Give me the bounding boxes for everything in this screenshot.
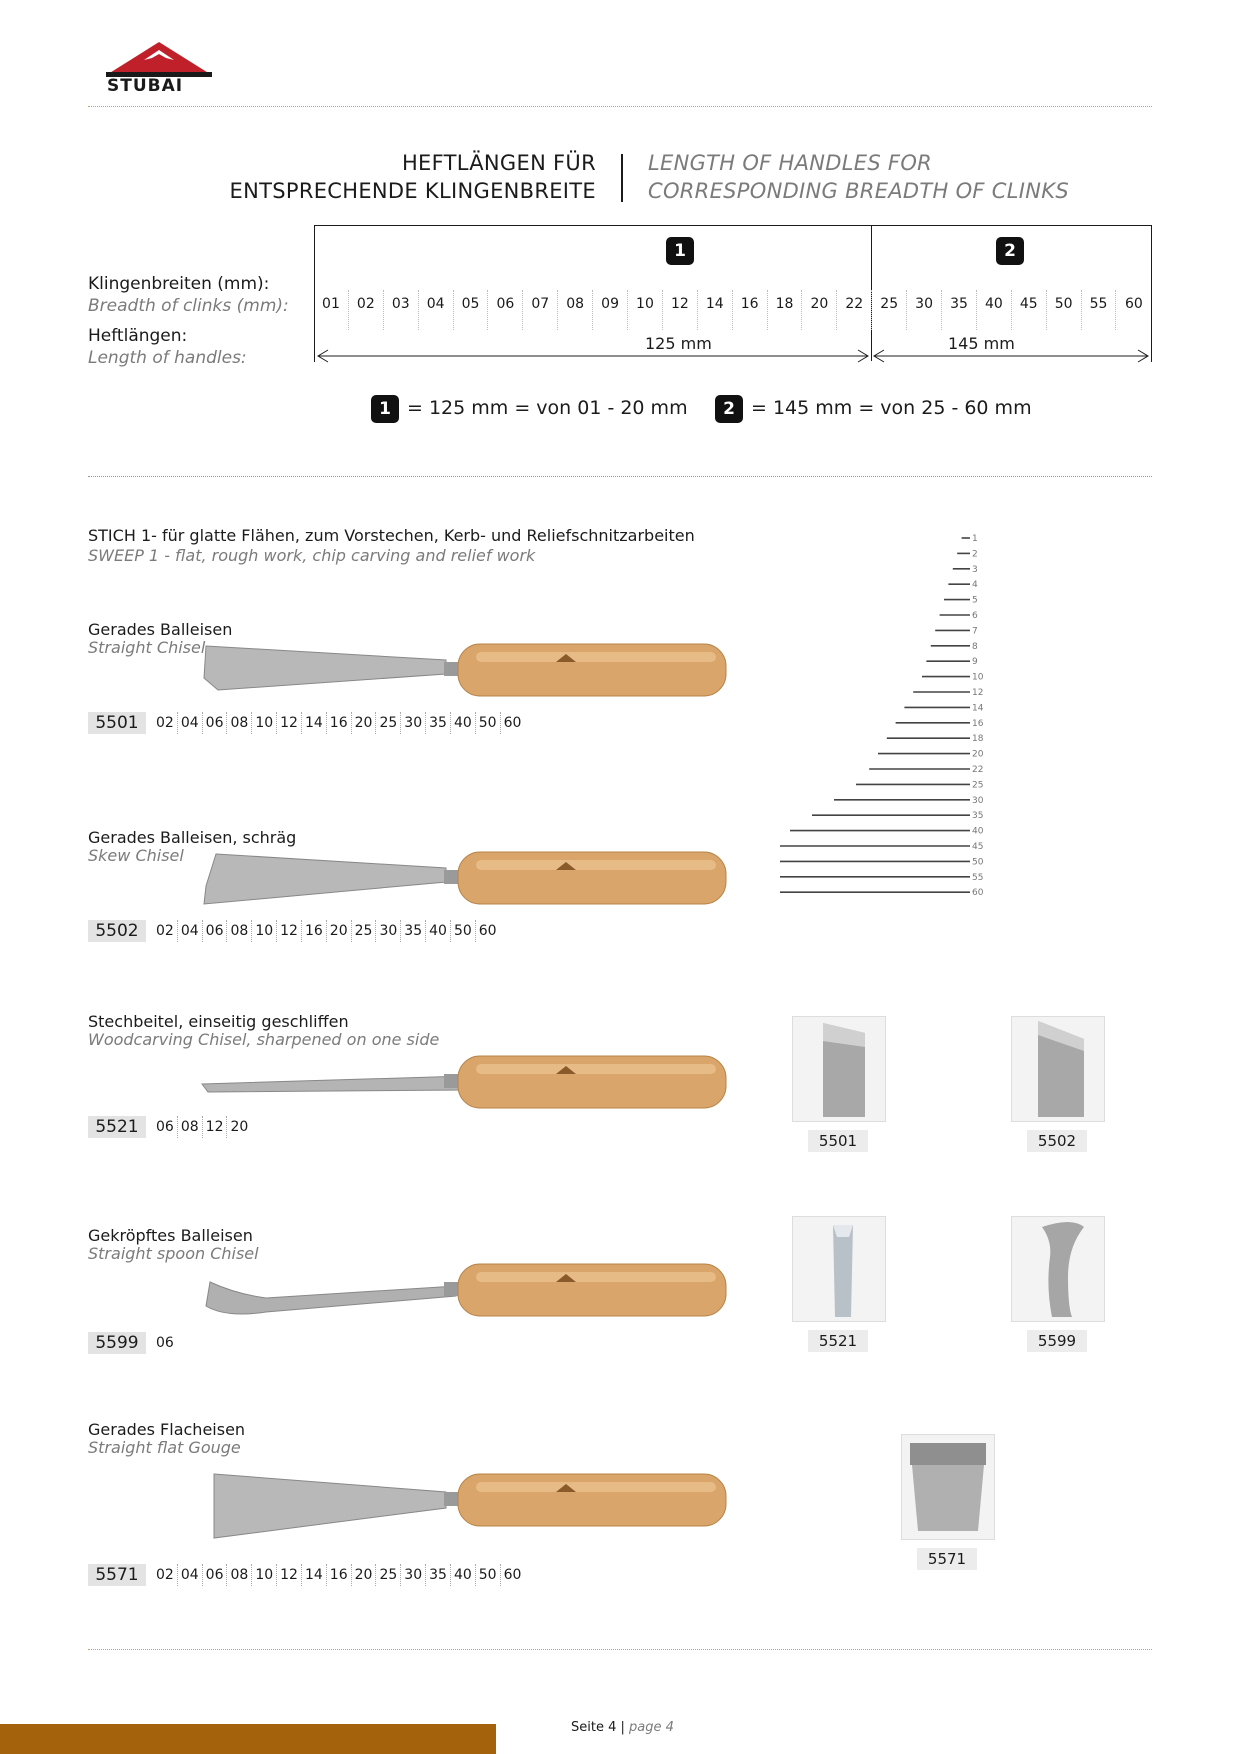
size-option: 06 — [156, 1335, 174, 1351]
page-number-de: Seite 4 — [571, 1720, 617, 1735]
size-option: 50 — [476, 1564, 501, 1586]
blade-width-label: 60 — [972, 888, 984, 899]
blade-size-10: 10 — [628, 290, 663, 330]
group2-badge: 2 — [996, 237, 1024, 265]
size-option: 12 — [277, 920, 302, 942]
blade-size-04: 04 — [419, 290, 454, 330]
blade-size-03: 03 — [384, 290, 419, 330]
size-option: 10 — [252, 1564, 277, 1586]
page-number-separator: | — [616, 1720, 630, 1735]
blade-width-label: 25 — [972, 780, 984, 791]
product-code: 5571 — [88, 1564, 146, 1586]
blade-width-label-en: Breadth of clinks (mm): — [88, 296, 289, 316]
blade-closeup-image — [1011, 1216, 1105, 1322]
header-de-line2: ENTSPRECHENDE KLINGENBREITE — [229, 179, 596, 203]
blade-width-label: 10 — [972, 672, 984, 683]
blade-width-label: 1 — [972, 534, 978, 544]
legend1-text: = 125 mm = von 01 - 20 mm — [407, 397, 688, 419]
product-name-en: Straight spoon Chisel — [88, 1244, 259, 1263]
length-arrows — [314, 346, 1154, 366]
blade-size-12: 12 — [663, 290, 698, 330]
legend2-badge: 2 — [715, 395, 743, 423]
product-name-en: Woodcarving Chisel, sharpened on one side — [88, 1030, 440, 1049]
blade-size-09: 09 — [593, 290, 628, 330]
size-option: 12 — [203, 1116, 228, 1138]
page-number-en: page 4 — [629, 1720, 674, 1735]
blade-size-06: 06 — [488, 290, 523, 330]
header-title-de — [200, 149, 596, 205]
header-divider — [88, 106, 1152, 107]
product-name-en: Skew Chisel — [88, 846, 184, 865]
blade-size-07: 07 — [523, 290, 558, 330]
thumbnail-code: 5571 — [917, 1548, 977, 1570]
blade-size-45: 45 — [1012, 290, 1047, 330]
blade-closeup-drawing — [793, 1017, 885, 1121]
size-option: 14 — [302, 1564, 327, 1586]
size-option: 30 — [376, 920, 401, 942]
size-option: 35 — [401, 920, 426, 942]
size-option: 16 — [302, 920, 327, 942]
blade-width-label: 30 — [972, 795, 984, 806]
blade-width-label: 3 — [972, 564, 978, 575]
footer-accent-bar — [0, 1724, 496, 1754]
size-option: 35 — [426, 1564, 451, 1586]
legend2-text: = 145 mm = von 25 - 60 mm — [751, 397, 1032, 419]
size-option: 40 — [451, 1564, 476, 1586]
section-subtitle: SWEEP 1 - flat, rough work, chip carving and relief work — [88, 546, 536, 565]
product-code: 5501 — [88, 712, 146, 734]
blade-size-14: 14 — [698, 290, 733, 330]
blade-size-50: 50 — [1047, 290, 1082, 330]
group1-badge: 1 — [666, 237, 694, 265]
blade-size-55: 55 — [1082, 290, 1117, 330]
blade-size-30: 30 — [907, 290, 942, 330]
size-option: 04 — [178, 1564, 203, 1586]
thumbnail-code: 5501 — [808, 1130, 868, 1152]
product-code: 5521 — [88, 1116, 146, 1138]
blade-width-label: Klingenbreiten (mm): — [88, 274, 270, 294]
product-code: 5502 — [88, 920, 146, 942]
blade-size-35: 35 — [942, 290, 977, 330]
size-option: 08 — [227, 712, 252, 734]
section-title: STICH 1- für glatte Flähen, zum Vorstechen, Kerb- und Reliefschnitzarbeiten — [88, 526, 695, 545]
size-option: 35 — [426, 712, 451, 734]
blade-width-label: 50 — [972, 857, 984, 868]
size-option: 40 — [451, 712, 476, 734]
blade-closeup-drawing — [1012, 1217, 1104, 1321]
brand-name: STUBAI — [107, 76, 184, 96]
size-option: 50 — [451, 920, 476, 942]
size-option: 08 — [178, 1116, 203, 1138]
blade-width-label: 22 — [972, 765, 984, 775]
handle-length-label-en: Length of handles: — [88, 348, 247, 368]
size-option: 20 — [230, 1119, 249, 1135]
size-option: 06 — [203, 920, 228, 942]
blade-closeup-image — [1011, 1016, 1105, 1122]
size-option: 14 — [302, 712, 327, 734]
blade-width-label: 40 — [972, 826, 984, 837]
blade-width-label: 5 — [972, 595, 978, 606]
thumbnail-code: 5521 — [808, 1330, 868, 1352]
size-option: 50 — [476, 712, 501, 734]
blade-width-label: 7 — [972, 626, 978, 637]
blade-width-label: 4 — [972, 580, 978, 591]
group1-length: 125 mm — [645, 334, 712, 353]
chisel-illustration — [196, 1468, 736, 1544]
size-option: 04 — [178, 712, 203, 734]
thumbnail-code: 5502 — [1027, 1130, 1087, 1152]
chisel-illustration — [196, 1050, 736, 1126]
size-option: 16 — [327, 1564, 352, 1586]
header-de-line1: HEFTLÄNGEN FÜR — [401, 151, 596, 175]
blade-closeup-image — [901, 1434, 995, 1540]
size-option: 02 — [156, 920, 178, 942]
blade-size-16: 16 — [733, 290, 768, 330]
blade-width-label: 2 — [972, 549, 978, 560]
stubai-logo — [104, 38, 214, 98]
handle-length-label: Heftlängen: — [88, 326, 188, 346]
size-option: 08 — [227, 920, 252, 942]
size-option: 20 — [327, 920, 352, 942]
header-separator — [621, 154, 623, 202]
blade-width-label: 6 — [972, 611, 978, 621]
header-title-en — [648, 149, 1128, 205]
size-option: 25 — [376, 712, 401, 734]
chisel-illustration — [196, 1258, 736, 1334]
page-number — [571, 1720, 674, 1735]
size-option: 06 — [203, 712, 228, 734]
legend1-badge: 1 — [371, 395, 399, 423]
blade-width-label: 35 — [972, 811, 984, 822]
blade-width-label: 55 — [972, 872, 984, 883]
blade-size-25: 25 — [872, 290, 907, 330]
blade-size-22: 22 — [837, 290, 872, 330]
size-option: 12 — [277, 712, 302, 734]
size-option: 60 — [478, 923, 497, 939]
blade-width-chart — [780, 530, 1140, 910]
product-name: Gerades Flacheisen — [88, 1420, 246, 1439]
available-sizes — [156, 1332, 177, 1354]
blade-width-label: 14 — [972, 703, 984, 714]
blade-width-label: 20 — [972, 749, 984, 760]
size-option: 30 — [401, 1564, 426, 1586]
blade-size-08: 08 — [558, 290, 593, 330]
available-sizes — [156, 1116, 251, 1138]
size-option: 12 — [277, 1564, 302, 1586]
size-option: 20 — [352, 1564, 377, 1586]
size-option: 25 — [352, 920, 377, 942]
size-option: 20 — [352, 712, 377, 734]
size-option: 04 — [178, 920, 203, 942]
product-name-en: Straight Chisel — [88, 638, 206, 657]
blade-closeup-drawing — [793, 1217, 885, 1321]
blade-size-01: 01 — [314, 290, 349, 330]
size-option: 10 — [252, 920, 277, 942]
product-name: Gerades Balleisen, schräg — [88, 828, 297, 847]
blade-width-label: 12 — [972, 688, 984, 698]
size-option: 60 — [503, 715, 522, 731]
chisel-illustration — [196, 638, 736, 714]
size-option: 02 — [156, 712, 178, 734]
size-option: 08 — [227, 1564, 252, 1586]
available-sizes — [156, 920, 500, 942]
size-option: 16 — [327, 712, 352, 734]
size-option: 40 — [426, 920, 451, 942]
group2-length: 145 mm — [948, 334, 1015, 353]
blade-width-label: 16 — [972, 718, 984, 729]
blade-width-label: 9 — [972, 657, 978, 668]
thumbnail-code: 5599 — [1027, 1330, 1087, 1352]
blade-size-60: 60 — [1125, 296, 1143, 312]
blade-width-label: 18 — [972, 734, 984, 745]
size-option: 25 — [376, 1564, 401, 1586]
size-option: 02 — [156, 1564, 178, 1586]
header-en-line2: CORRESPONDING BREADTH OF CLINKS — [648, 179, 1069, 203]
blade-closeup-drawing — [902, 1435, 994, 1539]
size-option: 06 — [156, 1116, 178, 1138]
product-name-en: Straight flat Gouge — [88, 1438, 241, 1457]
size-option: 30 — [401, 712, 426, 734]
blade-size-05: 05 — [454, 290, 489, 330]
blade-closeup-drawing — [1012, 1017, 1104, 1121]
blade-width-label: 45 — [972, 842, 984, 852]
blade-width-label: 8 — [972, 641, 978, 652]
product-name: Gerades Balleisen — [88, 620, 233, 639]
size-option: 06 — [203, 1564, 228, 1586]
product-name: Stechbeitel, einseitig geschliffen — [88, 1012, 349, 1031]
size-option: 60 — [503, 1567, 522, 1583]
blade-closeup-image — [792, 1216, 886, 1322]
available-sizes — [156, 1564, 524, 1586]
chisel-illustration — [196, 846, 736, 922]
size-option: 10 — [252, 712, 277, 734]
blade-size-row — [314, 290, 1152, 330]
blade-size-18: 18 — [768, 290, 803, 330]
header-en-line1: LENGTH OF HANDLES FOR — [648, 151, 933, 175]
footer-divider — [88, 1649, 1152, 1650]
blade-size-02: 02 — [349, 290, 384, 330]
scale-divider — [88, 476, 1152, 477]
blade-size-20: 20 — [802, 290, 837, 330]
product-code: 5599 — [88, 1332, 146, 1354]
product-name: Gekröpftes Balleisen — [88, 1226, 253, 1245]
blade-closeup-image — [792, 1016, 886, 1122]
available-sizes — [156, 712, 524, 734]
blade-size-40: 40 — [977, 290, 1012, 330]
mountain-logo-icon — [104, 38, 214, 78]
